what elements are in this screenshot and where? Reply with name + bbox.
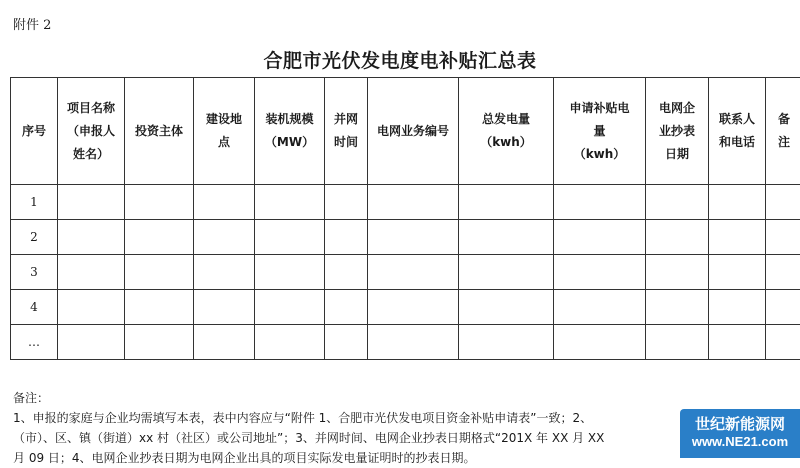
header-subsidy-amount: 申请补贴电 量 （kwh） — [554, 78, 646, 185]
table-cell — [194, 185, 255, 220]
table-cell — [255, 255, 325, 290]
header-remarks: 备 注 — [766, 78, 800, 185]
subsidy-summary-table — [10, 77, 800, 360]
table-cell — [58, 325, 125, 360]
table-cell — [194, 325, 255, 360]
table-cell — [766, 290, 800, 325]
header-project-name: 项目名称 （申报人 姓名） — [58, 78, 125, 185]
table-cell — [58, 290, 125, 325]
header-capacity: 装机规模 （MW） — [255, 78, 325, 185]
table-header-row — [11, 78, 800, 185]
header-total-generation: 总发电量 （kwh） — [459, 78, 554, 185]
table-cell — [554, 290, 646, 325]
table-cell — [766, 325, 800, 360]
row-serial: 1 — [11, 185, 58, 220]
header-contact: 联系人 和电话 — [709, 78, 766, 185]
table-cell — [325, 290, 368, 325]
notes-line: （市）、区、镇（街道）xx 村（社区）或公司地址”；3、并网时间、电网企业抄表日期格式“201X 年 XX 月 XX — [13, 428, 703, 448]
table-row — [11, 185, 800, 220]
table-cell — [125, 185, 194, 220]
header-meter-date: 电网企 业抄表 日期 — [646, 78, 709, 185]
table-cell — [325, 255, 368, 290]
notes-line: 1、申报的家庭与企业均需填写本表，表中内容应与“附件 1、合肥市光伏发电项目资金补贴申请表”一致；2、 — [13, 408, 703, 428]
table-cell — [766, 220, 800, 255]
table-cell — [554, 255, 646, 290]
header-serial: 序号 — [11, 78, 58, 185]
table-cell — [709, 220, 766, 255]
table-cell — [459, 325, 554, 360]
table-cell — [646, 255, 709, 290]
table-cell — [459, 255, 554, 290]
table-cell — [554, 220, 646, 255]
table-cell — [325, 220, 368, 255]
table-cell — [646, 220, 709, 255]
table-cell — [368, 325, 459, 360]
table-row — [11, 220, 800, 255]
site-watermark — [680, 409, 800, 458]
row-serial: 4 — [11, 290, 58, 325]
table-cell — [368, 290, 459, 325]
table-cell — [766, 255, 800, 290]
table-cell — [58, 220, 125, 255]
table-cell — [646, 325, 709, 360]
table-cell — [255, 185, 325, 220]
table-cell — [325, 185, 368, 220]
table-cell — [646, 290, 709, 325]
notes-heading: 备注： — [13, 388, 703, 408]
table-cell — [125, 325, 194, 360]
attachment-label: 附件 2 — [13, 14, 51, 33]
header-grid-time: 并网 时间 — [325, 78, 368, 185]
table-cell — [255, 290, 325, 325]
row-serial: 3 — [11, 255, 58, 290]
table-cell — [58, 255, 125, 290]
watermark-name: 世纪新能源网 — [680, 415, 800, 433]
table-cell — [459, 185, 554, 220]
row-serial: 2 — [11, 220, 58, 255]
header-investor: 投资主体 — [125, 78, 194, 185]
document-title: 合肥市光伏发电度电补贴汇总表 — [0, 46, 800, 73]
table-cell — [255, 325, 325, 360]
table-cell — [709, 185, 766, 220]
table-cell — [58, 185, 125, 220]
watermark-url: www.NE21.com — [680, 433, 800, 451]
table-row — [11, 325, 800, 360]
table-cell — [709, 255, 766, 290]
table-cell — [368, 185, 459, 220]
table-cell — [368, 220, 459, 255]
table-cell — [766, 185, 800, 220]
table-cell — [368, 255, 459, 290]
table-cell — [646, 185, 709, 220]
table-cell — [194, 220, 255, 255]
table-cell — [325, 325, 368, 360]
table-cell — [125, 255, 194, 290]
table-cell — [194, 290, 255, 325]
table-cell — [554, 185, 646, 220]
notes — [13, 388, 703, 468]
table-cell — [125, 220, 194, 255]
table-cell — [255, 220, 325, 255]
table-cell — [459, 220, 554, 255]
table-row — [11, 290, 800, 325]
table-cell — [459, 290, 554, 325]
header-location: 建设地 点 — [194, 78, 255, 185]
table-cell — [554, 325, 646, 360]
table-cell — [709, 325, 766, 360]
table-cell — [194, 255, 255, 290]
row-serial: … — [11, 325, 58, 360]
table-cell — [709, 290, 766, 325]
header-grid-number: 电网业务编号 — [368, 78, 459, 185]
table-cell — [125, 290, 194, 325]
table-row — [11, 255, 800, 290]
notes-line: 月 09 日；4、电网企业抄表日期为电网企业出具的项目实际发电量证明时的抄表日期。 — [13, 448, 703, 468]
